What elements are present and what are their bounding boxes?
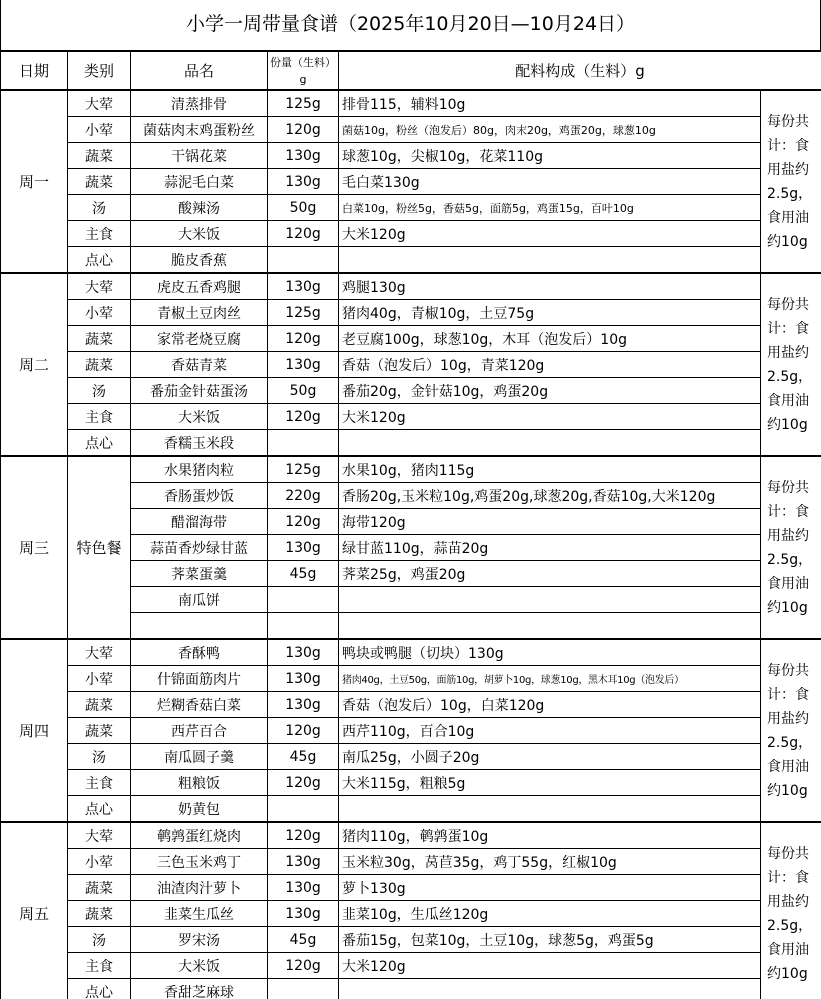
portion-cell: 130g bbox=[268, 849, 339, 875]
table-row bbox=[1, 692, 821, 718]
category-cell: 汤 bbox=[68, 378, 131, 404]
portion-cell: 50g bbox=[268, 378, 339, 404]
category-cell: 小荤 bbox=[68, 849, 131, 875]
table-row bbox=[1, 456, 821, 483]
dish-cell: 南瓜饼 bbox=[131, 587, 268, 613]
category-cell: 主食 bbox=[68, 770, 131, 796]
table-row bbox=[1, 143, 821, 169]
header-portion: 份量（生料）g bbox=[268, 51, 339, 90]
dish-cell: 罗宋汤 bbox=[131, 927, 268, 953]
ingredients-cell: 萝卜130g bbox=[339, 875, 761, 901]
day-cell: 周五 bbox=[1, 822, 68, 999]
portion-cell: 130g bbox=[268, 639, 339, 666]
table-row bbox=[1, 352, 821, 378]
category-cell: 大荤 bbox=[68, 639, 131, 666]
ingredients-cell: 香菇（泡发后）10g，青菜120g bbox=[339, 352, 761, 378]
dish-cell: 鹌鹑蛋红烧肉 bbox=[131, 822, 268, 849]
dish-cell: 香肠蛋炒饭 bbox=[131, 483, 268, 509]
portion-cell: 130g bbox=[268, 666, 339, 692]
ingredients-cell: 绿甘蓝110g，蒜苗20g bbox=[339, 535, 761, 561]
ingredients-cell: 猪肉40g，土豆50g，面筋10g，胡萝卜10g，球葱10g，黑木耳10g（泡发后） bbox=[339, 666, 761, 692]
table-row bbox=[1, 718, 821, 744]
category-cell: 主食 bbox=[68, 221, 131, 247]
portion-cell: 120g bbox=[268, 221, 339, 247]
portion-cell bbox=[268, 796, 339, 823]
ingredients-cell bbox=[339, 247, 761, 274]
header-category: 类别 bbox=[68, 51, 131, 90]
ingredients-cell: 玉米粒30g，莴苣35g，鸡丁55g，红椒10g bbox=[339, 849, 761, 875]
table-row bbox=[1, 90, 821, 117]
category-cell: 蔬菜 bbox=[68, 718, 131, 744]
ingredients-cell: 老豆腐100g，球葱10g，木耳（泡发后）10g bbox=[339, 326, 761, 352]
portion-cell: 120g bbox=[268, 326, 339, 352]
table-row bbox=[1, 796, 821, 823]
portion-cell bbox=[268, 613, 339, 640]
ingredients-cell: 菌菇10g，粉丝（泡发后）80g，肉末20g，鸡蛋20g，球葱10g bbox=[339, 117, 761, 143]
page-title: 小学一周带量食谱（2025年10月20日—10月24日） bbox=[0, 0, 821, 50]
category-cell: 汤 bbox=[68, 927, 131, 953]
ingredients-cell: 鸡腿130g bbox=[339, 273, 761, 300]
ingredients-cell: 香肠20g,玉米粒10g,鸡蛋20g,球葱20g,香菇10g,大米120g bbox=[339, 483, 761, 509]
ingredients-cell bbox=[339, 979, 761, 999]
category-cell: 蔬菜 bbox=[68, 352, 131, 378]
ingredients-cell: 球葱10g，尖椒10g，花菜110g bbox=[339, 143, 761, 169]
table-row bbox=[1, 326, 821, 352]
ingredients-cell: 韭菜10g，生瓜丝120g bbox=[339, 901, 761, 927]
table-row bbox=[1, 927, 821, 953]
dish-cell: 粗粮饭 bbox=[131, 770, 268, 796]
ingredients-cell: 鸭块或鸭腿（切块）130g bbox=[339, 639, 761, 666]
dish-cell: 三色玉米鸡丁 bbox=[131, 849, 268, 875]
dish-cell bbox=[131, 613, 268, 640]
day-cell: 周一 bbox=[1, 90, 68, 273]
table-row bbox=[1, 639, 821, 666]
category-cell: 蔬菜 bbox=[68, 692, 131, 718]
category-cell: 特色餐 bbox=[68, 456, 131, 639]
portion-cell: 45g bbox=[268, 561, 339, 587]
ingredients-cell: 大米120g bbox=[339, 953, 761, 979]
table-row bbox=[1, 273, 821, 300]
ingredients-cell bbox=[339, 613, 761, 640]
portion-cell bbox=[268, 587, 339, 613]
category-cell: 蔬菜 bbox=[68, 901, 131, 927]
portion-cell: 125g bbox=[268, 456, 339, 483]
dish-cell: 蒜泥毛白菜 bbox=[131, 169, 268, 195]
portion-cell: 130g bbox=[268, 169, 339, 195]
ingredients-cell: 南瓜25g，小圆子20g bbox=[339, 744, 761, 770]
category-cell: 主食 bbox=[68, 953, 131, 979]
dish-cell: 水果猪肉粒 bbox=[131, 456, 268, 483]
portion-cell: 130g bbox=[268, 875, 339, 901]
portion-cell bbox=[268, 247, 339, 274]
ingredients-cell bbox=[339, 430, 761, 457]
table-row bbox=[1, 744, 821, 770]
dish-cell: 油渣肉汁萝卜 bbox=[131, 875, 268, 901]
dish-cell: 家常老烧豆腐 bbox=[131, 326, 268, 352]
ingredients-cell: 大米115g，粗粮5g bbox=[339, 770, 761, 796]
portion-cell: 125g bbox=[268, 90, 339, 117]
table-row bbox=[1, 404, 821, 430]
portion-cell: 130g bbox=[268, 143, 339, 169]
dish-cell: 菌菇肉末鸡蛋粉丝 bbox=[131, 117, 268, 143]
table-row bbox=[1, 430, 821, 457]
ingredients-cell bbox=[339, 796, 761, 823]
table-row bbox=[1, 979, 821, 999]
category-cell: 点心 bbox=[68, 979, 131, 999]
dish-cell: 脆皮香蕉 bbox=[131, 247, 268, 274]
ingredients-cell: 香菇（泡发后）10g，白菜120g bbox=[339, 692, 761, 718]
category-cell: 蔬菜 bbox=[68, 875, 131, 901]
day-cell: 周四 bbox=[1, 639, 68, 822]
ingredients-cell: 猪肉40g，青椒10g，土豆75g bbox=[339, 300, 761, 326]
table-row bbox=[1, 875, 821, 901]
portion-cell: 120g bbox=[268, 718, 339, 744]
category-cell: 点心 bbox=[68, 247, 131, 274]
portion-cell bbox=[268, 979, 339, 999]
dish-cell: 番茄金针菇蛋汤 bbox=[131, 378, 268, 404]
ingredients-cell: 白菜10g，粉丝5g，香菇5g，面筋5g，鸡蛋15g，百叶10g bbox=[339, 195, 761, 221]
nutrition-note: 每份共计：食用盐约2.5g，食用油约10g bbox=[761, 273, 821, 456]
dish-cell: 南瓜圆子羹 bbox=[131, 744, 268, 770]
nutrition-note: 每份共计：食用盐约2.5g，食用油约10g bbox=[761, 456, 821, 639]
day-cell: 周二 bbox=[1, 273, 68, 456]
category-cell: 蔬菜 bbox=[68, 143, 131, 169]
ingredients-cell: 番茄15g，包菜10g，土豆10g，球葱5g，鸡蛋5g bbox=[339, 927, 761, 953]
portion-cell: 45g bbox=[268, 927, 339, 953]
table-row bbox=[1, 666, 821, 692]
dish-cell: 香甜芝麻球 bbox=[131, 979, 268, 999]
ingredients-cell: 猪肉110g，鹌鹑蛋10g bbox=[339, 822, 761, 849]
dish-cell: 西芹百合 bbox=[131, 718, 268, 744]
portion-cell: 120g bbox=[268, 770, 339, 796]
table-row bbox=[1, 849, 821, 875]
table-row bbox=[1, 378, 821, 404]
nutrition-note: 每份共计：食用盐约2.5g，食用油约10g bbox=[761, 90, 821, 273]
nutrition-note: 每份共计：食用盐约2.5g，食用油约10g bbox=[761, 639, 821, 822]
portion-cell: 125g bbox=[268, 300, 339, 326]
table-row bbox=[1, 822, 821, 849]
portion-cell: 130g bbox=[268, 901, 339, 927]
ingredients-cell: 番茄20g，金针菇10g，鸡蛋20g bbox=[339, 378, 761, 404]
portion-cell: 120g bbox=[268, 404, 339, 430]
ingredients-cell: 海带120g bbox=[339, 509, 761, 535]
day-cell: 周三 bbox=[1, 456, 68, 639]
dish-cell: 醋溜海带 bbox=[131, 509, 268, 535]
ingredients-cell: 荠菜25g，鸡蛋20g bbox=[339, 561, 761, 587]
category-cell: 汤 bbox=[68, 744, 131, 770]
category-cell: 小荤 bbox=[68, 666, 131, 692]
dish-cell: 奶黄包 bbox=[131, 796, 268, 823]
header-dish: 品名 bbox=[131, 51, 268, 90]
portion-cell: 220g bbox=[268, 483, 339, 509]
table-row bbox=[1, 770, 821, 796]
ingredients-cell bbox=[339, 587, 761, 613]
ingredients-cell: 西芹110g，百合10g bbox=[339, 718, 761, 744]
portion-cell: 130g bbox=[268, 535, 339, 561]
table-row bbox=[1, 300, 821, 326]
dish-cell: 大米饭 bbox=[131, 404, 268, 430]
table-row bbox=[1, 195, 821, 221]
dish-cell: 香酥鸭 bbox=[131, 639, 268, 666]
ingredients-cell: 毛白菜130g bbox=[339, 169, 761, 195]
table-row bbox=[1, 953, 821, 979]
ingredients-cell: 大米120g bbox=[339, 221, 761, 247]
dish-cell: 什锦面筋肉片 bbox=[131, 666, 268, 692]
portion-cell: 120g bbox=[268, 822, 339, 849]
ingredients-cell: 水果10g，猪肉115g bbox=[339, 456, 761, 483]
table-row bbox=[1, 169, 821, 195]
nutrition-note: 每份共计：食用盐约2.5g，食用油约10g bbox=[761, 822, 821, 999]
dish-cell: 虎皮五香鸡腿 bbox=[131, 273, 268, 300]
category-cell: 大荤 bbox=[68, 822, 131, 849]
ingredients-cell: 排骨115，辅料10g bbox=[339, 90, 761, 117]
portion-cell: 130g bbox=[268, 352, 339, 378]
table-row bbox=[1, 221, 821, 247]
portion-cell: 120g bbox=[268, 117, 339, 143]
portion-cell: 120g bbox=[268, 509, 339, 535]
table-row bbox=[1, 247, 821, 274]
category-cell: 大荤 bbox=[68, 273, 131, 300]
dish-cell: 大米饭 bbox=[131, 953, 268, 979]
category-cell: 小荤 bbox=[68, 300, 131, 326]
category-cell: 汤 bbox=[68, 195, 131, 221]
portion-cell: 130g bbox=[268, 692, 339, 718]
dish-cell: 清蒸排骨 bbox=[131, 90, 268, 117]
header-ingredients: 配料构成（生料）g bbox=[339, 51, 821, 90]
portion-cell bbox=[268, 430, 339, 457]
category-cell: 蔬菜 bbox=[68, 169, 131, 195]
portion-cell: 45g bbox=[268, 744, 339, 770]
header-date: 日期 bbox=[1, 51, 68, 90]
dish-cell: 干锅花菜 bbox=[131, 143, 268, 169]
portion-cell: 120g bbox=[268, 953, 339, 979]
dish-cell: 香菇青菜 bbox=[131, 352, 268, 378]
category-cell: 点心 bbox=[68, 796, 131, 823]
category-cell: 点心 bbox=[68, 430, 131, 457]
table-row bbox=[1, 117, 821, 143]
category-cell: 大荤 bbox=[68, 90, 131, 117]
category-cell: 主食 bbox=[68, 404, 131, 430]
table-row bbox=[1, 901, 821, 927]
portion-cell: 130g bbox=[268, 273, 339, 300]
dish-cell: 酸辣汤 bbox=[131, 195, 268, 221]
category-cell: 小荤 bbox=[68, 117, 131, 143]
dish-cell: 烂糊香菇白菜 bbox=[131, 692, 268, 718]
category-cell: 蔬菜 bbox=[68, 326, 131, 352]
dish-cell: 韭菜生瓜丝 bbox=[131, 901, 268, 927]
dish-cell: 大米饭 bbox=[131, 221, 268, 247]
portion-cell: 50g bbox=[268, 195, 339, 221]
menu-table bbox=[0, 50, 821, 999]
dish-cell: 蒜苗香炒绿甘蓝 bbox=[131, 535, 268, 561]
header-row bbox=[1, 51, 821, 90]
dish-cell: 青椒土豆肉丝 bbox=[131, 300, 268, 326]
ingredients-cell: 大米120g bbox=[339, 404, 761, 430]
dish-cell: 荠菜蛋羹 bbox=[131, 561, 268, 587]
dish-cell: 香糯玉米段 bbox=[131, 430, 268, 457]
